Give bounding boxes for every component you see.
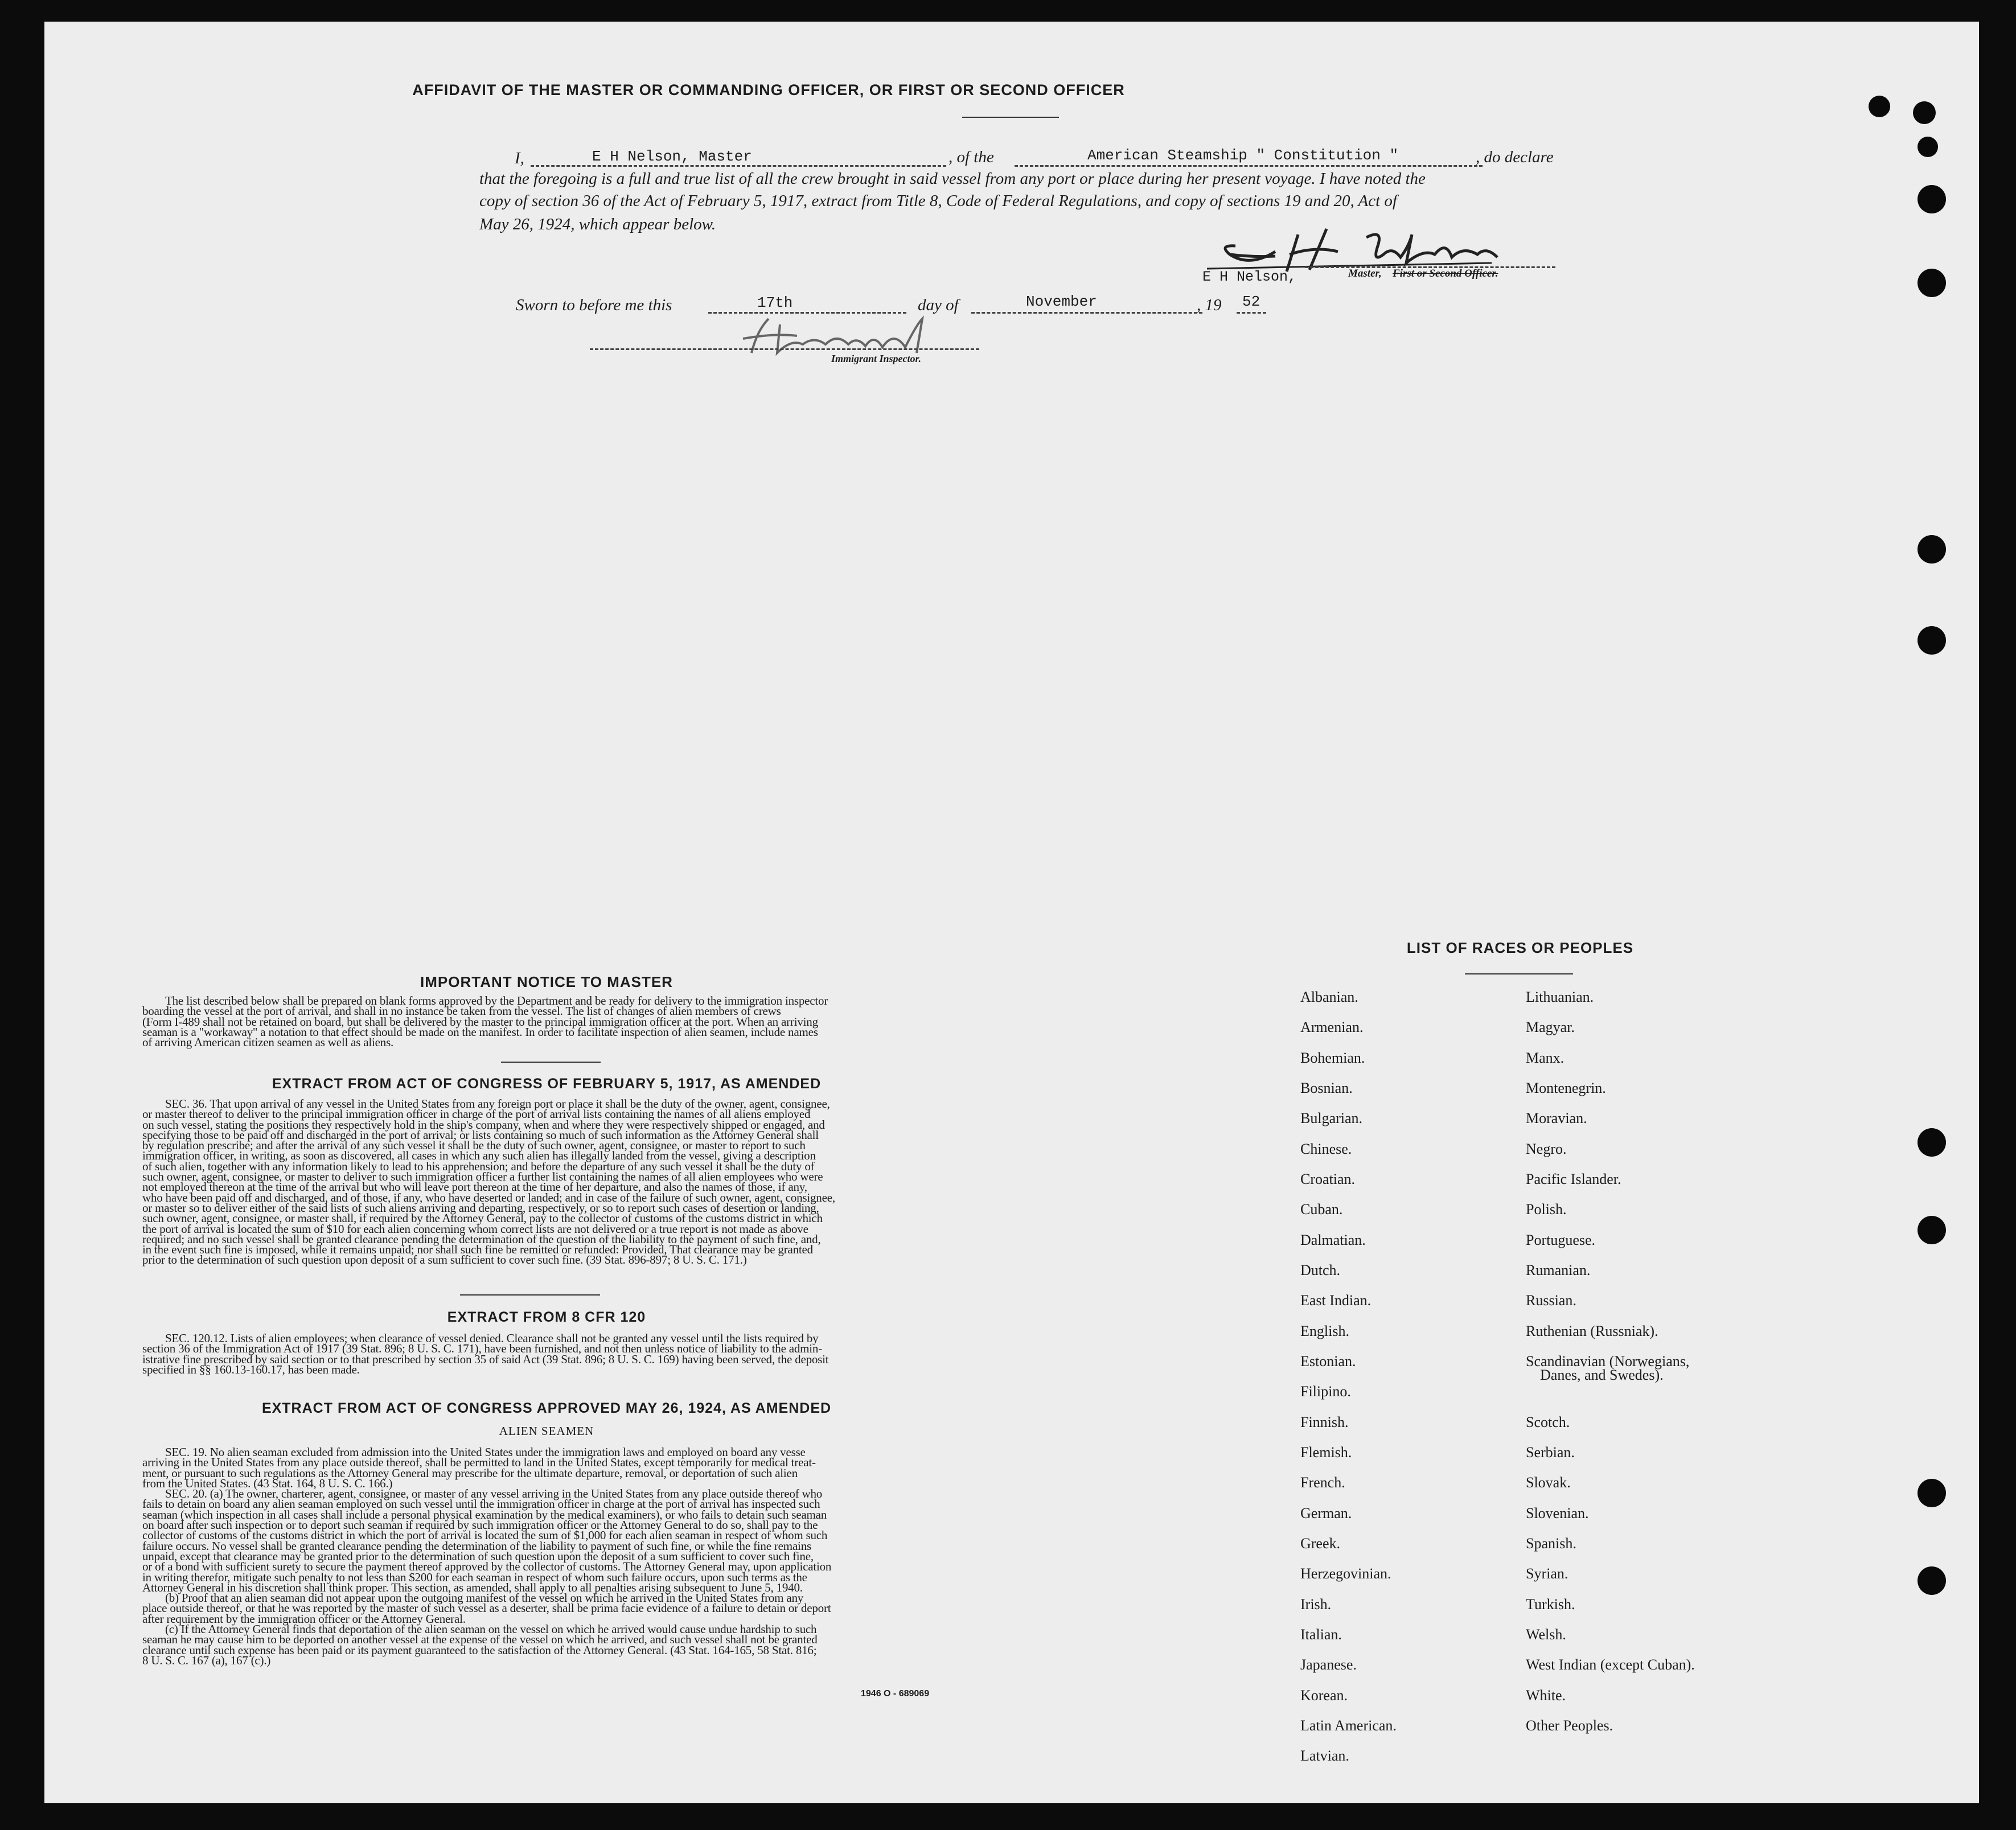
race-item: Lithuanian.: [1526, 989, 1594, 1005]
sworn-year-line: [1237, 312, 1266, 314]
race-item: Croatian.: [1300, 1171, 1356, 1187]
race-item: Estonian.: [1300, 1353, 1356, 1370]
extract-1924-line: in writing therefor, mitigate such penalty to not less than $200 for each seaman in respect of whom such failure occurs, upon such terms as the: [142, 1570, 807, 1584]
extract-1924-line: 8 U. S. C. 167 (a), 167 (c).): [142, 1653, 271, 1667]
extract-1924-line: fails to detain on board any alien seaman employed on such vessel until the immigration officer in charge at the port of arrival has inspected such: [142, 1497, 820, 1511]
i-label: I,: [515, 149, 524, 167]
sworn-month-line: [971, 312, 1202, 314]
binder-hole: [1918, 626, 1946, 655]
race-item: Japanese.: [1300, 1656, 1357, 1673]
vessel-value: American Steamship " Constitution ": [1087, 147, 1399, 164]
extract-1917-line: specifying those to be paid off and discharged in the port of arrival; or lists containing so much of such information as the Attorney General shall: [142, 1128, 819, 1142]
extract-1924-line: SEC. 19. No alien seaman excluded from admission into the United States under the immigration laws and employed on board any vesse: [165, 1445, 806, 1459]
binder-hole: [1869, 96, 1890, 117]
race-item: East Indian.: [1300, 1292, 1372, 1309]
inspector-signature: [734, 313, 945, 359]
race-item: Latin American.: [1300, 1717, 1397, 1734]
binder-hole: [1918, 1128, 1946, 1157]
extract-1917-line: not employed thereon at the time of the arrival but who will leave port thereon at the time of her departure, and also the names of those, if any,: [142, 1180, 807, 1194]
race-item: Rumanian.: [1526, 1262, 1591, 1278]
extract-1917-line: in the event such fine is imposed, while it remains unpaid; nor shall such fine be remitted or refunded: Provided, That clearance may be granted: [142, 1243, 813, 1257]
race-item: Turkish.: [1526, 1596, 1575, 1613]
race-item: Latvian.: [1300, 1747, 1349, 1764]
binder-hole: [1918, 185, 1946, 213]
race-item: Serbian.: [1526, 1444, 1575, 1461]
affidavit-title: AFFIDAVIT OF THE MASTER OR COMMANDING OFFICER, OR FIRST OR SECOND OFFICER: [412, 81, 1125, 98]
typed-master-name: E H Nelson,: [1202, 269, 1297, 285]
race-item: Finnish.: [1300, 1414, 1349, 1430]
declaration-line-2: that the foregoing is a full and true list of all the crew brought in said vessel from any port or place during her present voyage. I have noted the: [479, 170, 1426, 188]
officer-label-master: Master,: [1348, 268, 1382, 279]
races-title: LIST OF RACES OR PEOPLES: [1406, 939, 1634, 956]
extract-1924-line: clearance until such expense has been paid or its payment guaranteed to the satisfaction of the Attorney General. (43 Stat. 164-165, 58 Stat. 816;: [142, 1643, 817, 1657]
title-rule: [962, 117, 1059, 118]
race-item: Syrian.: [1526, 1565, 1569, 1582]
extract-1924-title: EXTRACT FROM ACT OF CONGRESS APPROVED MAY 26, 1924, AS AMENDED: [261, 1400, 832, 1416]
extract-1924-line: place outside thereof, or that he was reported by the master of such vessel as a deserter, shall be prima facie evidence of a failure to detain or deport: [142, 1601, 831, 1615]
race-item: Slovak.: [1526, 1474, 1571, 1491]
extract-8cfr-title: EXTRACT FROM 8 CFR 120: [447, 1309, 646, 1325]
do-declare-label: , do declare: [1476, 148, 1554, 166]
extract-1924-line: collector of customs of the customs district in which the port of arrival is located the sum of $1,000 for each alien seaman in respect of whom such: [142, 1528, 828, 1543]
binder-hole: [1918, 535, 1946, 564]
extract-8cfr-line: section 36 of the Immigration Act of 1917 (39 Stat. 896; 8 U. S. C. 171), have been furnished, and not then unless notice of liability to the admin-: [142, 1342, 823, 1356]
section-divider: [460, 1294, 600, 1296]
binder-hole: [1913, 101, 1936, 124]
race-item: Korean.: [1300, 1687, 1348, 1704]
race-item: Manx.: [1526, 1050, 1565, 1066]
extract-1924-line: (c) If the Attorney General finds that deportation of the alien seaman on the vessel on which he arrived would cause undue hardship to such: [165, 1622, 817, 1636]
race-item: Scotch.: [1526, 1414, 1570, 1430]
race-item: Italian.: [1300, 1626, 1342, 1643]
sworn-month-value: November: [1026, 293, 1097, 310]
race-item: Ruthenian (Russniak).: [1526, 1323, 1658, 1339]
extract-8cfr-line: istrative fine prescribed by said section or to that prescribed by section 35 of said Act (39 Stat. 896; 8 U. S. C. 169) having been served, the deposit: [142, 1352, 829, 1366]
race-item: Scandinavian (Norwegians,: [1526, 1353, 1690, 1370]
extract-1924-line: Attorney General in his discretion shall think proper. This section, as amended, shall apply to all penalties arising subsequent to June 5, 1940.: [142, 1580, 803, 1594]
notice-line: seaman is a "workaway" a notation to that effect should be made on the manifest. In order to facilitate inspection of alien seamen, include names: [142, 1025, 818, 1039]
race-item: Flemish.: [1300, 1444, 1352, 1461]
declaration-line-4: May 26, 1924, which appear below.: [479, 215, 716, 233]
race-item: Cuban.: [1300, 1201, 1343, 1218]
extract-1917-line: or master thereof to deliver to the principal immigration officer in charge of the port of arrival lists containing the names of all aliens employed: [142, 1107, 811, 1121]
race-item: Herzegovinian.: [1300, 1565, 1391, 1582]
master-name-line: [531, 165, 946, 167]
race-item: Dalmatian.: [1300, 1232, 1366, 1248]
extract-8cfr-line: SEC. 120.12. Lists of alien employees; when clearance of vessel denied. Clearance shall not be granted any vessel until the lists required by: [165, 1331, 819, 1345]
binder-hole: [1918, 1566, 1946, 1595]
master-name-value: E H Nelson, Master: [592, 148, 752, 165]
races-title-rule: [1465, 973, 1573, 974]
race-item: Albanian.: [1300, 989, 1358, 1005]
extract-1924-line: seaman (which inspection in all cases shall include a personal physical examination by the medical examiners), or who fails to detain such seaman: [142, 1507, 827, 1521]
binder-hole: [1918, 269, 1946, 297]
race-item: English.: [1300, 1323, 1349, 1339]
inspector-label: Immigrant Inspector.: [831, 353, 922, 364]
extract-1924-line: or of a bond with sufficient surety to secure the payment thereof approved by the collector of customs. The Attorney General may, upon application: [142, 1560, 832, 1574]
extract-1917-line: on such vessel, stating the positions they respectively hold in the ship's company, when and where they were respectively shipped or engaged, and: [142, 1117, 825, 1132]
race-item: Danes, and Swedes).: [1540, 1367, 1664, 1383]
extract-1917-line: immigration officer, in writing, as soon as discovered, all cases in which any such alien has illegally landed from the vessel, giving a description: [142, 1149, 816, 1163]
officer-label-struck: First or Second Officer.: [1393, 268, 1498, 279]
race-item: Chinese.: [1300, 1141, 1352, 1157]
vessel-line: [1015, 165, 1483, 167]
extract-1924-subtitle: ALIEN SEAMEN: [499, 1424, 594, 1438]
extract-1917-line: such owner, agent, consignee, or master shall, if required by the Attorney General, pay to the collector of customs of the customs district in which: [142, 1211, 823, 1226]
extract-1924-line: (b) Proof that an alien seaman did not appear upon the outgoing manifest of the vessel on which he arrived in the United States from any: [165, 1591, 804, 1605]
race-item: Armenian.: [1300, 1019, 1364, 1035]
notice-line: boarding the vessel at the port of arrival, and shall in no instance be taken from the vessel. The list of changes of alien members of crews: [142, 1004, 781, 1018]
race-item: Magyar.: [1526, 1019, 1575, 1035]
notice-line: (Form I-489 shall not be retained on board, but shall be delivered by the master to the principal immigration officer at the port. When an arriving: [142, 1014, 818, 1029]
race-item: Filipino.: [1300, 1383, 1351, 1400]
race-item: West Indian (except Cuban).: [1526, 1656, 1695, 1673]
race-item: Slovenian.: [1526, 1505, 1589, 1521]
declaration-line-3: copy of section 36 of the Act of February 5, 1917, extract from Title 8, Code of Federal Regulations, and copy of sections 19 and 20, Act of: [479, 192, 1397, 210]
extract-1924-line: unpaid, except that clearance may be granted prior to the determination of such question upon the deposit of a sum sufficient to cover such fine,: [142, 1549, 814, 1563]
extract-1924-line: arriving in the United States from any place outside thereof, shall be permitted to land in the United States, except temporarily for medical treat-: [142, 1455, 816, 1470]
race-item: Moravian.: [1526, 1110, 1587, 1126]
sworn-year-value: 52: [1242, 293, 1260, 310]
race-item: Montenegrin.: [1526, 1080, 1606, 1096]
race-item: Portuguese.: [1526, 1232, 1596, 1248]
sworn-day-value: 17th: [757, 294, 793, 311]
race-item: Polish.: [1526, 1201, 1567, 1218]
race-item: French.: [1300, 1474, 1345, 1491]
extract-1917-line: prior to the determination of such question upon deposit of a sum sufficient to cover such fine. (39 Stat. 896-897; 8 U. S. C. 171.): [142, 1253, 747, 1267]
extract-1917-line: who have been paid off and discharged, and of those, if any, who have deserted or landed; and in case of the failure of such owner, agent, consignee,: [142, 1190, 835, 1204]
notice-line: The list described below shall be prepared on blank forms approved by the Department and be ready for delivery to the immigration inspector: [165, 994, 828, 1007]
extract-1917-line: required; and no such vessel shall be granted clearance pending the determination of the question of the liability to the payment of such fine, and,: [142, 1232, 821, 1246]
extract-1917-line: of such alien, together with any information likely to lead to his apprehension; and before the departure of any such vessel it shall be the duty of: [142, 1159, 815, 1173]
year-prefix: , 19: [1197, 296, 1222, 314]
day-of-label: day of: [918, 296, 959, 314]
extract-1924-line: after requirement by the immigration officer or the Attorney General.: [142, 1611, 466, 1626]
extract-1917-line: the port of arrival is located the sum of $10 for each alien concerning whom correct lists are not delivered or a true report is not made as above: [142, 1222, 808, 1236]
extract-8cfr-body: [142, 1333, 951, 1375]
binder-hole: [1918, 1216, 1946, 1244]
race-item: Welsh.: [1526, 1626, 1566, 1643]
race-item: German.: [1300, 1505, 1352, 1521]
extract-8cfr-line: specified in §§ 160.13-160.17, has been made.: [142, 1362, 360, 1376]
extract-1917-title: EXTRACT FROM ACT OF CONGRESS OF FEBRUARY 5, 1917, AS AMENDED: [272, 1076, 822, 1092]
extract-1924-line: on board after such inspection or to deport such seaman if required by such immigration officer or the Attorney General to do so, shall pay to the: [142, 1518, 818, 1532]
section-divider: [501, 1062, 601, 1063]
extract-1924-line: seaman he may cause him to be deported on another vessel at the expense of the vessel on which he arrived, and such vessel shall not be granted: [142, 1632, 818, 1647]
inspector-line: [590, 348, 979, 350]
extract-1924-line: failure occurs. No vessel shall be granted clearance pending the determination of the liability to payment of such fine, or while the fine remains: [142, 1539, 811, 1553]
extract-1917-line: by regulation prescribe; and after the arrival of any such vessel it shall be the duty of such owner, agent, consignee, or master to report to such: [142, 1138, 806, 1153]
notice-line: of arriving American citizen seamen as well as aliens.: [142, 1035, 394, 1050]
race-item: Bulgarian.: [1300, 1110, 1363, 1126]
print-code: 1946 O - 689069: [861, 1689, 930, 1699]
race-item: Bohemian.: [1300, 1050, 1365, 1066]
race-item: Spanish.: [1526, 1535, 1576, 1552]
extract-1917-line: or master so to deliver either of the said lists of such aliens arriving and departing, respectively, or so to report such cases of desertion or landing,: [142, 1200, 819, 1215]
extract-1917-line: SEC. 36. That upon arrival of any vessel in the United States from any foreign port or place it shall be the duty of the owner, agent, consignee,: [165, 1097, 830, 1111]
extract-1924-body: [142, 1447, 951, 1665]
notice-title: IMPORTANT NOTICE TO MASTER: [420, 973, 673, 990]
race-item: Other Peoples.: [1526, 1717, 1613, 1734]
race-item: Bosnian.: [1300, 1080, 1353, 1096]
extract-1917-line: such owner, agent, consignee, or master to deliver to such immigration officer a further list containing the names of all alien employees who were: [142, 1170, 823, 1184]
extract-1917-body: [142, 1099, 951, 1265]
race-item: Irish.: [1300, 1596, 1332, 1613]
binder-hole: [1918, 1479, 1946, 1507]
notice-body: [142, 994, 951, 1050]
race-item: Pacific Islander.: [1526, 1171, 1621, 1187]
race-item: White.: [1526, 1687, 1566, 1704]
of-the-label: , of the: [949, 148, 994, 166]
race-item: Greek.: [1300, 1535, 1341, 1552]
race-item: Negro.: [1526, 1141, 1567, 1157]
sworn-label: Sworn to before me this: [516, 296, 672, 314]
race-item: Russian.: [1526, 1292, 1576, 1309]
race-item: Dutch.: [1300, 1262, 1341, 1278]
binder-hole: [1918, 137, 1938, 157]
extract-1924-line: from the United States. (43 Stat. 164, 8 U. S. C. 166.): [142, 1476, 393, 1490]
extract-1924-line: SEC. 20. (a) The owner, charterer, agent, consignee, or master of any vessel arriving in the United States from any place outside thereof who: [165, 1487, 823, 1501]
extract-1924-line: ment, or pursuant to such regulations as the Attorney General may prescribe for the ultimate departure, removal, or deportation of such alien: [142, 1466, 798, 1480]
